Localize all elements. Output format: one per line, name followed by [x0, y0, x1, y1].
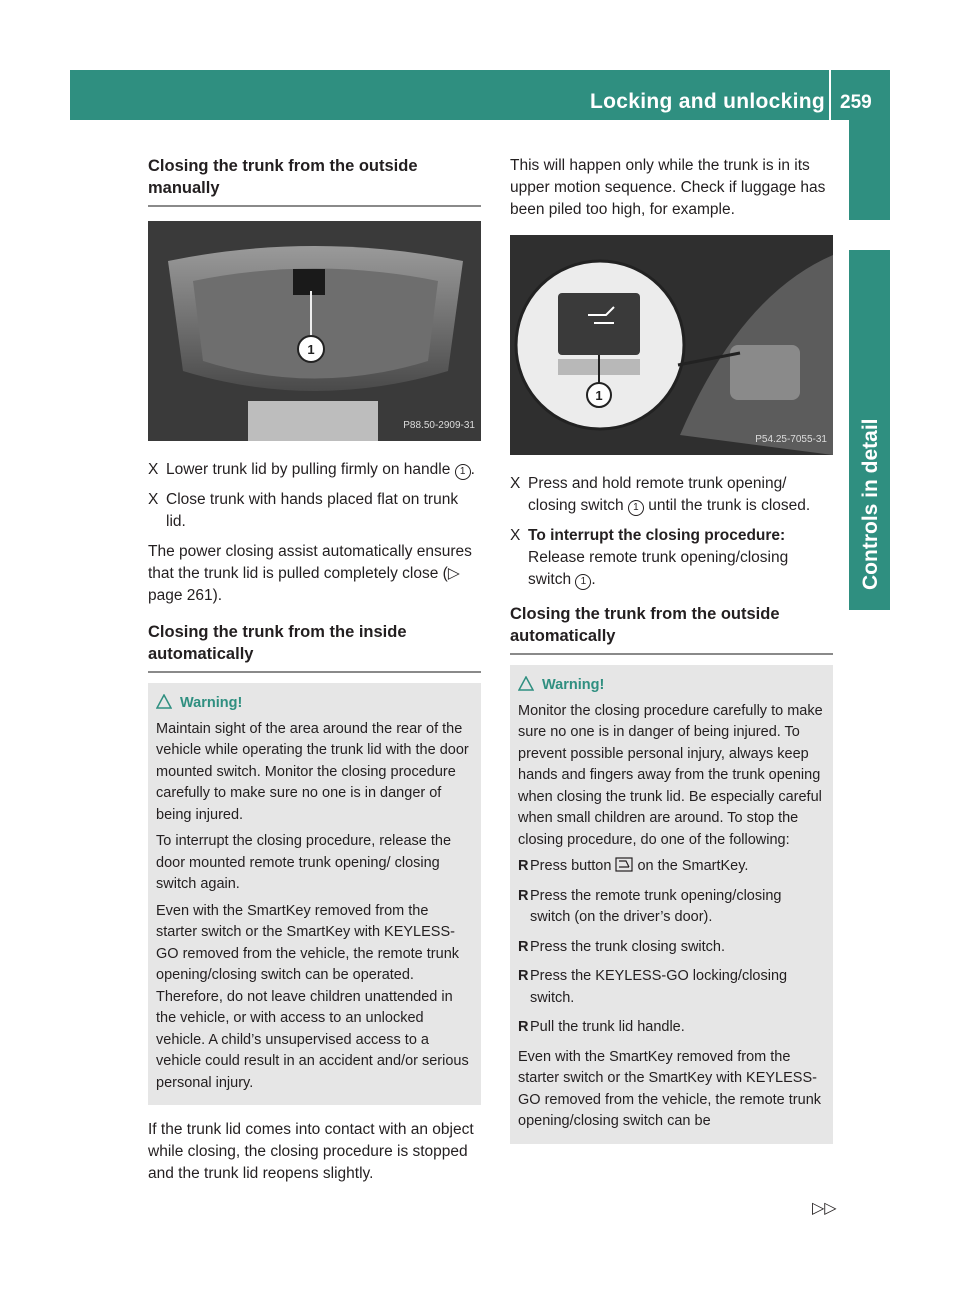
step-text: Lower trunk lid by pulling firmly on handle — [166, 461, 451, 478]
figure1-callout: 1 — [307, 342, 315, 357]
step-interrupt — [510, 525, 833, 591]
side-tab — [849, 120, 890, 220]
section-label: Controls in detail — [859, 418, 882, 590]
list-item — [518, 1017, 825, 1039]
paragraph-power-assist: The power closing assist automatically ensures that the trunk lid is pulled completely close (▷ page 261). — [148, 543, 472, 604]
step-arrow-icon: X — [510, 475, 521, 492]
step-text: until the trunk is closed. — [648, 497, 811, 514]
header-divider — [829, 70, 831, 120]
warning-text: Monitor the closing procedure carefully to make sure no one is in danger of being injured. To prevent possible personal injury, always keep hands and fingers away from the trunk opening when closing the trunk lid. Be especially careful when small children are around. To stop the closing procedure, do one of the following: — [518, 702, 823, 848]
warning-text: Maintain sight of the area around the rear of the vehicle while operating the trunk lid with the door mounted switch. Monitor the closing procedure carefully to make sure no one is in danger of being injured. — [156, 720, 469, 823]
continue-icon: ▷▷ — [812, 1200, 837, 1217]
step-arrow-icon: X — [510, 527, 521, 544]
paragraph-trunk-reopens: If the trunk lid comes into contact with an object while closing, the closing procedure is stopped and the trunk lid reopens slightly. — [148, 1121, 474, 1182]
warning-triangle-icon — [156, 694, 172, 709]
bullet-text: Press button — [530, 858, 612, 874]
warning-heading — [518, 675, 825, 697]
step-close-trunk — [148, 489, 481, 533]
list-item — [518, 966, 825, 1009]
bullet-marker: R — [518, 938, 529, 955]
heading-outside-manually: Closing the trunk from the outside manually — [148, 155, 481, 207]
bullet-text: Press the trunk closing switch. — [530, 938, 726, 955]
header-title: Locking and unlocking — [590, 90, 825, 113]
callout-1-icon: 1 — [628, 500, 644, 516]
step-text: Close trunk with hands placed flat on trunk lid. — [166, 491, 459, 530]
step-text: Release remote trunk opening/closing switch — [528, 549, 789, 588]
warning-heading — [156, 693, 473, 715]
warning-title: Warning! — [542, 677, 605, 693]
warning-text: Even with the SmartKey removed from the starter switch or the SmartKey with KEYLESS-GO removed from the vehicle, the remote trunk opening/closing switch can be — [518, 1048, 822, 1129]
warning-title: Warning! — [180, 695, 243, 711]
bullet-text: on the SmartKey. — [637, 858, 749, 874]
right-column — [510, 155, 833, 1158]
trunk-handle-illustration — [148, 221, 481, 441]
warning-box — [148, 683, 481, 1105]
page-number: 259 — [840, 92, 872, 113]
figure2-caption: P54.25-7055-31 — [755, 434, 827, 445]
paragraph-motion-sequence: This will happen only while the trunk is in its upper motion sequence. Check if luggage has been piled too high, for example. — [510, 157, 826, 218]
list-item — [518, 886, 825, 929]
list-item — [518, 856, 825, 878]
bullet-marker: R — [518, 858, 529, 874]
bullet-marker: R — [518, 1019, 529, 1035]
left-column — [148, 155, 481, 1193]
step-text: Press and hold remote trunk opening/ closing switch — [528, 475, 787, 514]
warning-text: Even with the SmartKey removed from the starter switch or the SmartKey with KEYLESS-GO removed from the vehicle, the remote trunk opening/closing switch can be operated. Therefore, do not leave children unattended in the vehicle, or with access to an unlocked vehicle. A child’s unsupervised access to a vehicle could result in an accident and/or serious personal injury. — [156, 902, 469, 1091]
bullet-marker: R — [518, 968, 529, 984]
figure1-caption: P88.50-2909-31 — [403, 420, 475, 431]
callout-1-icon: 1 — [455, 464, 471, 480]
bullet-marker: R — [518, 887, 529, 904]
bullet-text: Pull the trunk lid handle. — [530, 1019, 685, 1035]
sentence-period: . — [591, 571, 596, 588]
trunk-button-icon — [615, 857, 633, 872]
heading-outside-automatically: Closing the trunk from the outside automatically — [510, 603, 833, 655]
sentence-period: . — [470, 461, 475, 478]
list-item — [518, 937, 825, 959]
figure2-callout: 1 — [595, 388, 603, 403]
step-arrow-icon: X — [148, 491, 159, 508]
step-bold-text: To interrupt the closing procedure: — [528, 527, 786, 544]
figure-trunk-handle — [148, 221, 481, 441]
step-arrow-icon: X — [148, 461, 159, 478]
figure-door-switch — [510, 235, 833, 455]
callout-1-icon: 1 — [575, 574, 591, 590]
warning-triangle-icon — [518, 676, 534, 691]
warning-text: To interrupt the closing procedure, release the door mounted remote trunk opening/ closing switch again. — [156, 833, 452, 892]
warning-box — [510, 665, 833, 1144]
step-lower-trunk — [148, 459, 481, 481]
heading-inside-automatically: Closing the trunk from the inside automatically — [148, 621, 481, 673]
step-press-hold — [510, 473, 833, 517]
bullet-text: Press the remote trunk opening/closing switch (on the driver’s door). — [530, 887, 782, 925]
bullet-text: Press the KEYLESS-GO locking/closing switch. — [530, 968, 788, 1006]
door-switch-illustration — [510, 235, 833, 455]
